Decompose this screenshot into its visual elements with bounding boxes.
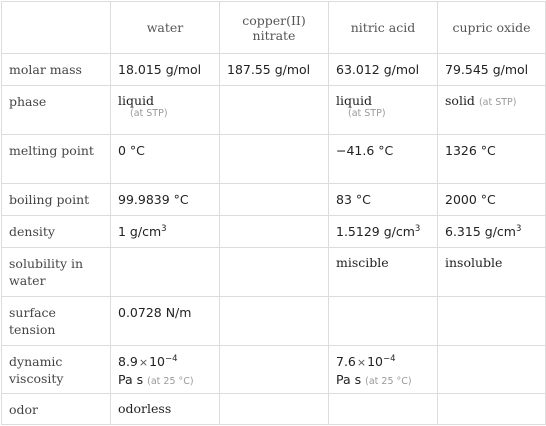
table-row bbox=[2, 135, 546, 184]
table-row bbox=[2, 54, 546, 86]
viscosity-unit: Pa s bbox=[118, 372, 144, 387]
cell-molar-mass-copper-nitrate: 187.55 g/mol bbox=[220, 54, 329, 86]
density-exponent: 3 bbox=[515, 224, 522, 234]
cell-odor-nitric-acid bbox=[329, 394, 438, 425]
cell-viscosity-water bbox=[111, 346, 220, 394]
header-row bbox=[2, 2, 546, 54]
cell-solubility-water bbox=[111, 248, 220, 297]
row-label-phase: phase bbox=[2, 86, 111, 135]
cell-odor-cupric-oxide bbox=[438, 394, 546, 425]
cell-solubility-copper-nitrate bbox=[220, 248, 329, 297]
cell-odor-water: odorless bbox=[111, 394, 220, 425]
cell-phase-nitric-acid bbox=[329, 86, 438, 135]
row-label-solubility: solubility in water bbox=[2, 248, 111, 297]
row-label-melting-point: melting point bbox=[2, 135, 111, 184]
condition-note: (at 25 °C) bbox=[147, 376, 194, 387]
condition-note: (at STP) bbox=[348, 108, 386, 119]
cell-viscosity-copper-nitrate bbox=[220, 346, 329, 394]
column-header-water: water bbox=[111, 2, 220, 54]
density-exponent: 3 bbox=[161, 224, 167, 234]
cell-density-copper-nitrate bbox=[220, 216, 329, 248]
cell-phase-cupric-oxide bbox=[438, 86, 546, 135]
table-row bbox=[2, 86, 546, 135]
cell-solubility-nitric-acid: miscible bbox=[329, 248, 438, 297]
density-value: 1.5129 g/cm bbox=[336, 224, 415, 239]
cell-melting-point-nitric-acid: −41.6 °C bbox=[329, 135, 438, 184]
cell-melting-point-water: 0 °C bbox=[111, 135, 220, 184]
condition-note: (at STP) bbox=[478, 97, 517, 108]
cell-molar-mass-water: 18.015 g/mol bbox=[111, 54, 220, 86]
cell-boiling-point-nitric-acid: 83 °C bbox=[329, 184, 438, 216]
density-exponent: 3 bbox=[414, 224, 421, 234]
density-value: 1 g/cm bbox=[118, 224, 162, 239]
table-row bbox=[2, 248, 546, 297]
condition-note: (at 25 °C) bbox=[365, 376, 412, 387]
cell-density-cupric-oxide bbox=[438, 216, 546, 248]
phase-value: liquid bbox=[336, 93, 373, 108]
viscosity-unit: Pa s bbox=[336, 372, 362, 387]
column-header-nitric-acid: nitric acid bbox=[329, 2, 438, 54]
cell-viscosity-cupric-oxide bbox=[438, 346, 546, 394]
cell-surface-tension-nitric-acid bbox=[329, 297, 438, 346]
phase-value: liquid bbox=[118, 93, 155, 108]
condition-note: (at STP) bbox=[130, 108, 168, 119]
cell-odor-copper-nitrate bbox=[220, 394, 329, 425]
cell-boiling-point-copper-nitrate bbox=[220, 184, 329, 216]
row-label-odor: odor bbox=[2, 394, 111, 425]
row-label-density: density bbox=[2, 216, 111, 248]
column-header-copper-nitrate: copper(II) nitrate bbox=[220, 2, 329, 54]
cell-phase-copper-nitrate bbox=[220, 86, 329, 135]
cell-boiling-point-water: 99.9839 °C bbox=[111, 184, 220, 216]
phase-value: solid bbox=[445, 93, 475, 108]
properties-table bbox=[1, 1, 546, 425]
row-label-dynamic-viscosity: dynamic viscosity bbox=[2, 346, 111, 394]
cell-boiling-point-cupric-oxide: 2000 °C bbox=[438, 184, 546, 216]
table-row bbox=[2, 297, 546, 346]
viscosity-value: $8.9\times 10^{-4}$ bbox=[118, 354, 178, 369]
cell-surface-tension-cupric-oxide bbox=[438, 297, 546, 346]
cell-density-water bbox=[111, 216, 220, 248]
cell-density-nitric-acid bbox=[329, 216, 438, 248]
table-row bbox=[2, 184, 546, 216]
table-row bbox=[2, 346, 546, 394]
cell-surface-tension-water: 0.0728 N/m bbox=[111, 297, 220, 346]
cell-phase-water bbox=[111, 86, 220, 135]
viscosity-value: $7.6\times 10^{-4}$ bbox=[336, 354, 396, 369]
cell-molar-mass-cupric-oxide: 79.545 g/mol bbox=[438, 54, 546, 86]
cell-melting-point-copper-nitrate bbox=[220, 135, 329, 184]
table-row bbox=[2, 216, 546, 248]
cell-surface-tension-copper-nitrate bbox=[220, 297, 329, 346]
row-label-surface-tension: surface tension bbox=[2, 297, 111, 346]
cell-molar-mass-nitric-acid: 63.012 g/mol bbox=[329, 54, 438, 86]
row-label-molar-mass: molar mass bbox=[2, 54, 111, 86]
corner-cell bbox=[2, 2, 111, 54]
column-header-cupric-oxide: cupric oxide bbox=[438, 2, 546, 54]
cell-solubility-cupric-oxide: insoluble bbox=[438, 248, 546, 297]
cell-viscosity-nitric-acid bbox=[329, 346, 438, 394]
table-row bbox=[2, 394, 546, 425]
row-label-boiling-point: boiling point bbox=[2, 184, 111, 216]
cell-melting-point-cupric-oxide: 1326 °C bbox=[438, 135, 546, 184]
density-value: 6.315 g/cm bbox=[445, 224, 516, 239]
